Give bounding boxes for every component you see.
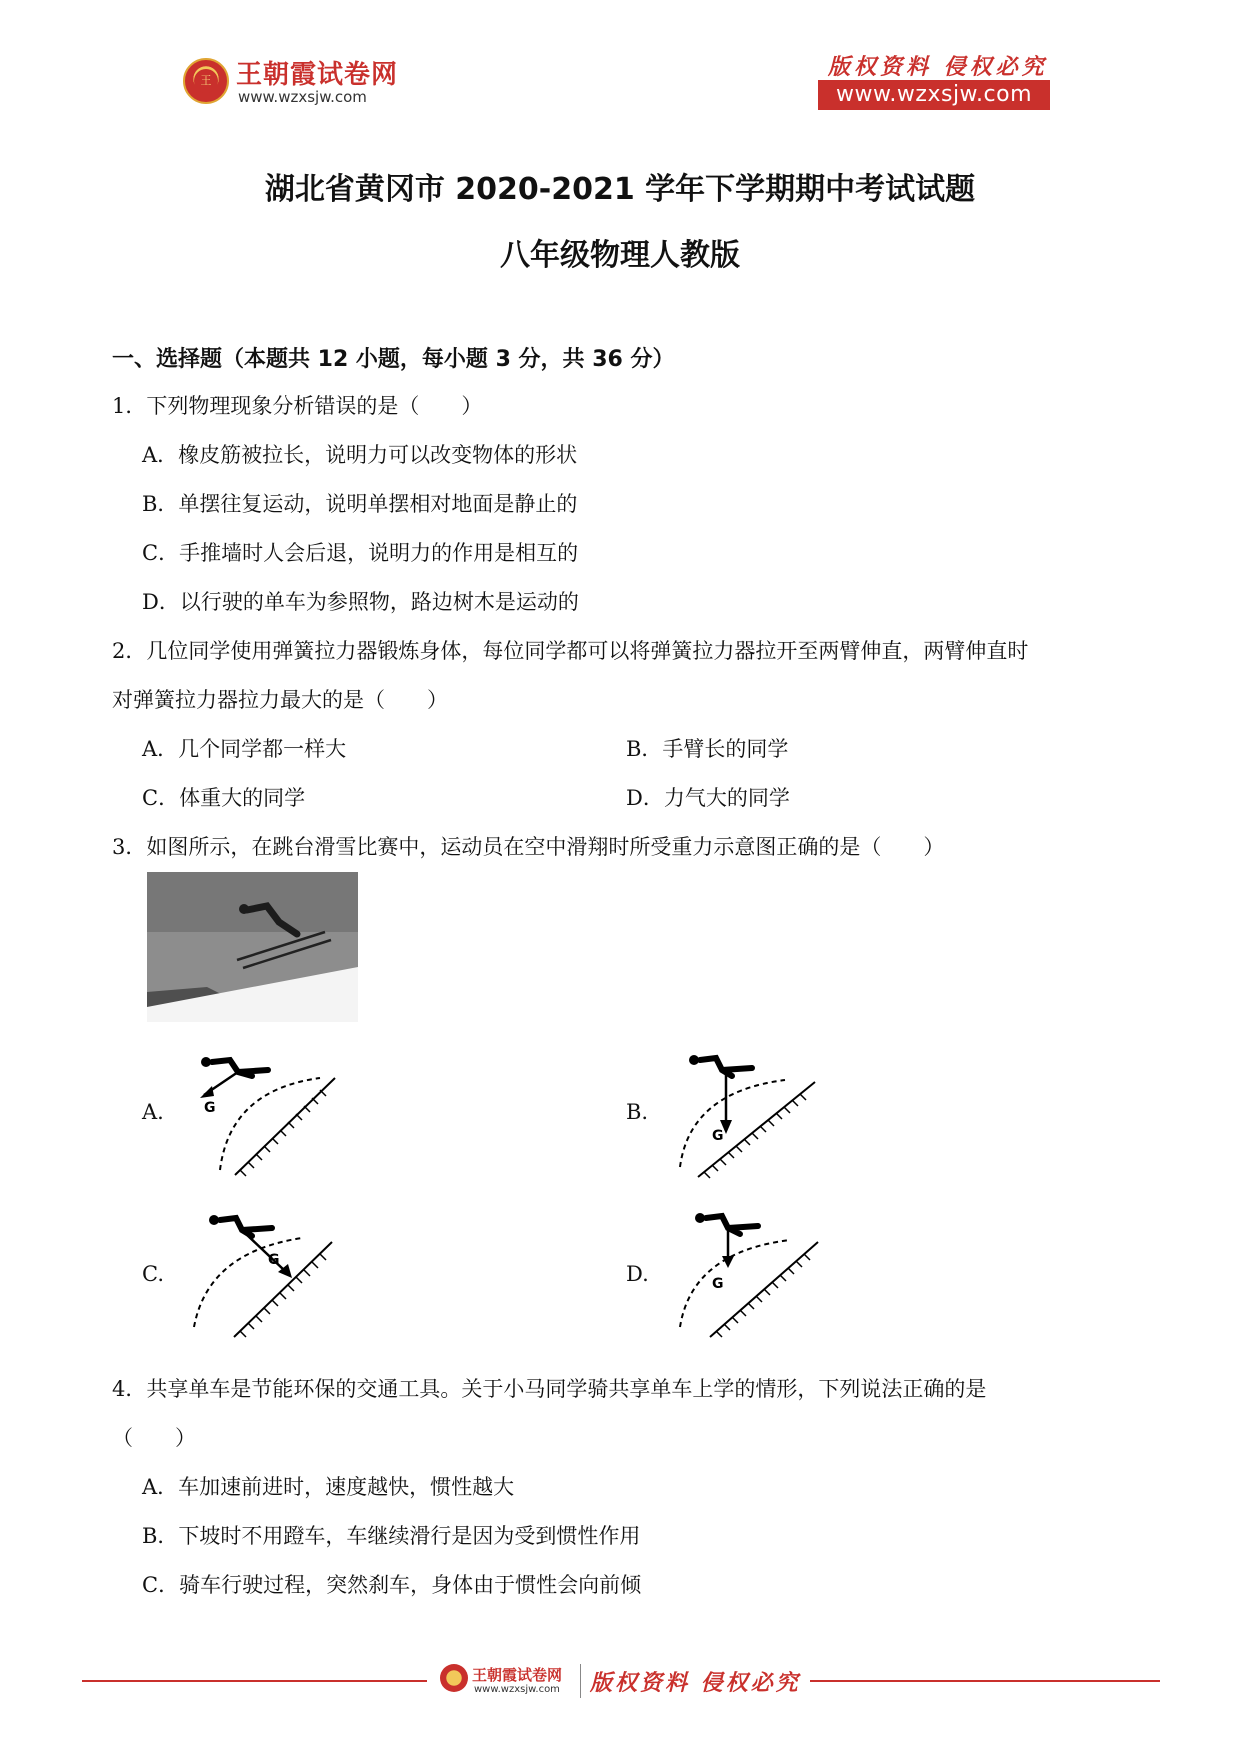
question-2-option-a: A．几个同学都一样大 — [142, 737, 347, 761]
logo-url: www.wzxsjw.com — [238, 88, 367, 106]
diagram-option-a — [190, 1050, 340, 1180]
copyright-notice: 版权资料 侵权必究 — [828, 54, 1048, 80]
question-3-stem: 3．如图所示，在跳台滑雪比赛中，运动员在空中滑翔时所受重力示意图正确的是（ ） — [112, 835, 945, 859]
question-1-option-b: B．单摆往复运动，说明单摆相对地面是静止的 — [142, 492, 578, 516]
force-label-d: G — [712, 1276, 724, 1292]
question-4-option-a: A．车加速前进时，速度越快，惯性越大 — [142, 1475, 515, 1499]
logo-name: 王朝霞试卷网 — [236, 60, 399, 90]
diagram-option-b — [670, 1052, 820, 1182]
force-label-a: G — [204, 1100, 216, 1116]
question-4-stem-line2: （ ） — [112, 1426, 196, 1450]
footer-logo-icon — [440, 1664, 468, 1692]
logo-emblem-icon: 王 — [183, 58, 229, 104]
footer-separator — [580, 1664, 581, 1698]
question-1-stem: 1．下列物理现象分析错误的是（ ） — [112, 394, 483, 418]
diagram-option-c — [190, 1212, 340, 1342]
footer-divider-right — [810, 1680, 1160, 1682]
page-title: 湖北省黄冈市 2020-2021 学年下学期期中考试试题 — [264, 172, 976, 207]
site-url-badge: www.wzxsjw.com — [818, 80, 1050, 110]
footer-divider-left — [82, 1680, 427, 1682]
question-2-stem-line2: 对弹簧拉力器拉力最大的是（ ） — [112, 688, 448, 712]
question-2-option-b: B．手臂长的同学 — [626, 737, 789, 761]
question-4-option-c: C．骑车行驶过程，突然刹车，身体由于惯性会向前倾 — [142, 1573, 642, 1597]
page-subtitle: 八年级物理人教版 — [500, 238, 740, 273]
question-3-option-d-label: D. — [626, 1262, 649, 1286]
question-4-option-b: B．下坡时不用蹬车，车继续滑行是因为受到惯性作用 — [142, 1524, 641, 1548]
question-3-option-b-label: B. — [626, 1100, 649, 1124]
question-2-option-d: D．力气大的同学 — [626, 786, 790, 810]
question-1-option-c: C．手推墙时人会后退，说明力的作用是相互的 — [142, 541, 579, 565]
question-1-option-a: A．橡皮筋被拉长，说明力可以改变物体的形状 — [142, 443, 578, 467]
question-3-option-a-label: A. — [142, 1100, 164, 1124]
footer-logo-name: 王朝霞试卷网 — [472, 1666, 563, 1684]
force-label-c: G — [268, 1252, 280, 1268]
question-3-option-c-label: C. — [142, 1262, 164, 1286]
section-heading: 一、选择题（本题共 12 小题，每小题 3 分，共 36 分） — [112, 347, 675, 372]
ski-jump-photo-drawing — [147, 872, 358, 1022]
footer-copyright: 版权资料 侵权必究 — [590, 1670, 801, 1696]
question-2-option-c: C．体重大的同学 — [142, 786, 306, 810]
footer-logo-url: www.wzxsjw.com — [474, 1684, 560, 1695]
question-2-stem-line1: 2．几位同学使用弹簧拉力器锻炼身体，每位同学都可以将弹簧拉力器拉开至两臂伸直，两臂伸直时 — [112, 639, 1029, 663]
force-label-b: G — [712, 1128, 724, 1144]
diagram-option-d — [670, 1212, 820, 1342]
ski-jump-photo — [147, 872, 358, 1022]
question-4-stem-line1: 4．共享单车是节能环保的交通工具。关于小马同学骑共享单车上学的情形，下列说法正确的是 — [112, 1377, 987, 1401]
question-1-option-d: D．以行驶的单车为参照物，路边树木是运动的 — [142, 590, 579, 614]
